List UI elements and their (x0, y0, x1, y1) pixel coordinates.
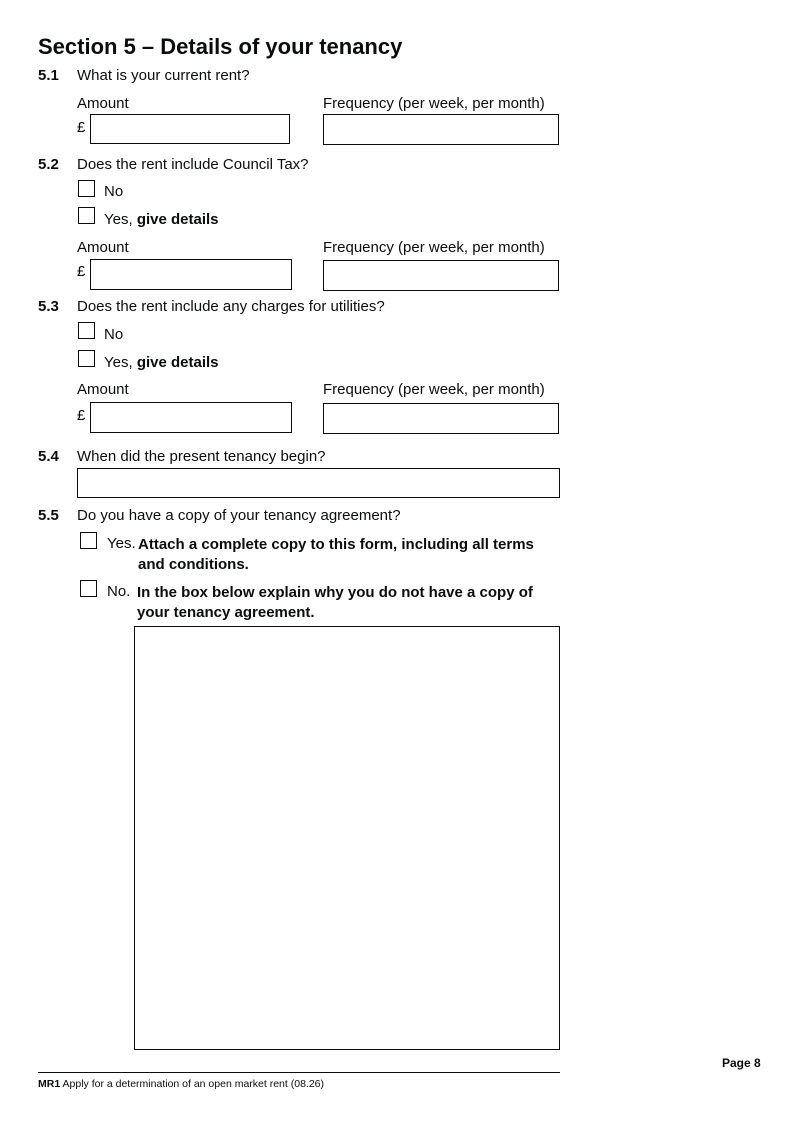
form-code: MR1 (38, 1078, 61, 1090)
section-title: Section 5 – Details of your tenancy (38, 34, 403, 59)
question-number-5-3: 5.3 (38, 298, 59, 315)
utilities-yes-label: Yes, give details (104, 354, 219, 371)
agreement-no-instruction-line2: your tenancy agreement. (137, 604, 315, 621)
question-text-5-1: What is your current rent? (77, 67, 250, 84)
council-tax-yes-checkbox[interactable] (78, 207, 95, 224)
question-number-5-2: 5.2 (38, 156, 59, 173)
amount-label-5-2: Amount (77, 239, 129, 256)
currency-symbol-5-2: £ (77, 263, 86, 280)
question-text-5-2: Does the rent include Council Tax? (77, 156, 309, 173)
agreement-yes-checkbox[interactable] (80, 532, 97, 549)
question-number-5-1: 5.1 (38, 67, 59, 84)
no-agreement-explanation-textarea[interactable] (134, 626, 560, 1050)
footer-divider (38, 1072, 560, 1073)
tenancy-start-date-input[interactable] (77, 468, 560, 498)
currency-symbol-5-3: £ (77, 407, 86, 424)
amount-label-5-1: Amount (77, 95, 129, 112)
rent-frequency-input[interactable] (323, 114, 559, 145)
agreement-no-checkbox[interactable] (80, 580, 97, 597)
page-number: Page 8 (722, 1056, 761, 1070)
council-tax-amount-input[interactable] (90, 259, 292, 290)
frequency-label-5-1: Frequency (per week, per month) (323, 95, 545, 112)
amount-label-5-3: Amount (77, 381, 129, 398)
question-number-5-5: 5.5 (38, 507, 59, 524)
council-tax-no-label: No (104, 183, 124, 200)
currency-symbol-5-1: £ (77, 119, 86, 136)
utilities-no-checkbox[interactable] (78, 322, 95, 339)
council-tax-no-checkbox[interactable] (78, 180, 95, 197)
agreement-yes-instruction-line2: and conditions. (138, 556, 249, 573)
agreement-no-instruction-line1: In the box below explain why you do not have a copy of (137, 584, 533, 601)
utilities-amount-input[interactable] (90, 402, 292, 433)
frequency-label-5-3: Frequency (per week, per month) (323, 381, 545, 398)
agreement-yes-instruction-line1: Attach a complete copy to this form, including all terms (138, 536, 534, 553)
question-number-5-4: 5.4 (38, 448, 59, 465)
agreement-yes-instruction (138, 535, 534, 575)
rent-amount-input[interactable] (90, 114, 290, 144)
agreement-no-instruction (137, 583, 533, 623)
agreement-yes-prefix: Yes. (107, 535, 136, 552)
utilities-frequency-input[interactable] (323, 403, 559, 434)
utilities-no-label: No (104, 326, 124, 343)
question-text-5-5: Do you have a copy of your tenancy agreement? (77, 507, 401, 524)
council-tax-frequency-input[interactable] (323, 260, 559, 291)
council-tax-yes-label: Yes, give details (104, 211, 219, 228)
form-title: Apply for a determination of an open market rent (08.26) (62, 1078, 324, 1090)
utilities-yes-checkbox[interactable] (78, 350, 95, 367)
footer-text (38, 1078, 324, 1090)
frequency-label-5-2: Frequency (per week, per month) (323, 239, 545, 256)
question-text-5-3: Does the rent include any charges for utilities? (77, 298, 385, 315)
agreement-no-prefix: No. (107, 583, 131, 600)
question-text-5-4: When did the present tenancy begin? (77, 448, 326, 465)
